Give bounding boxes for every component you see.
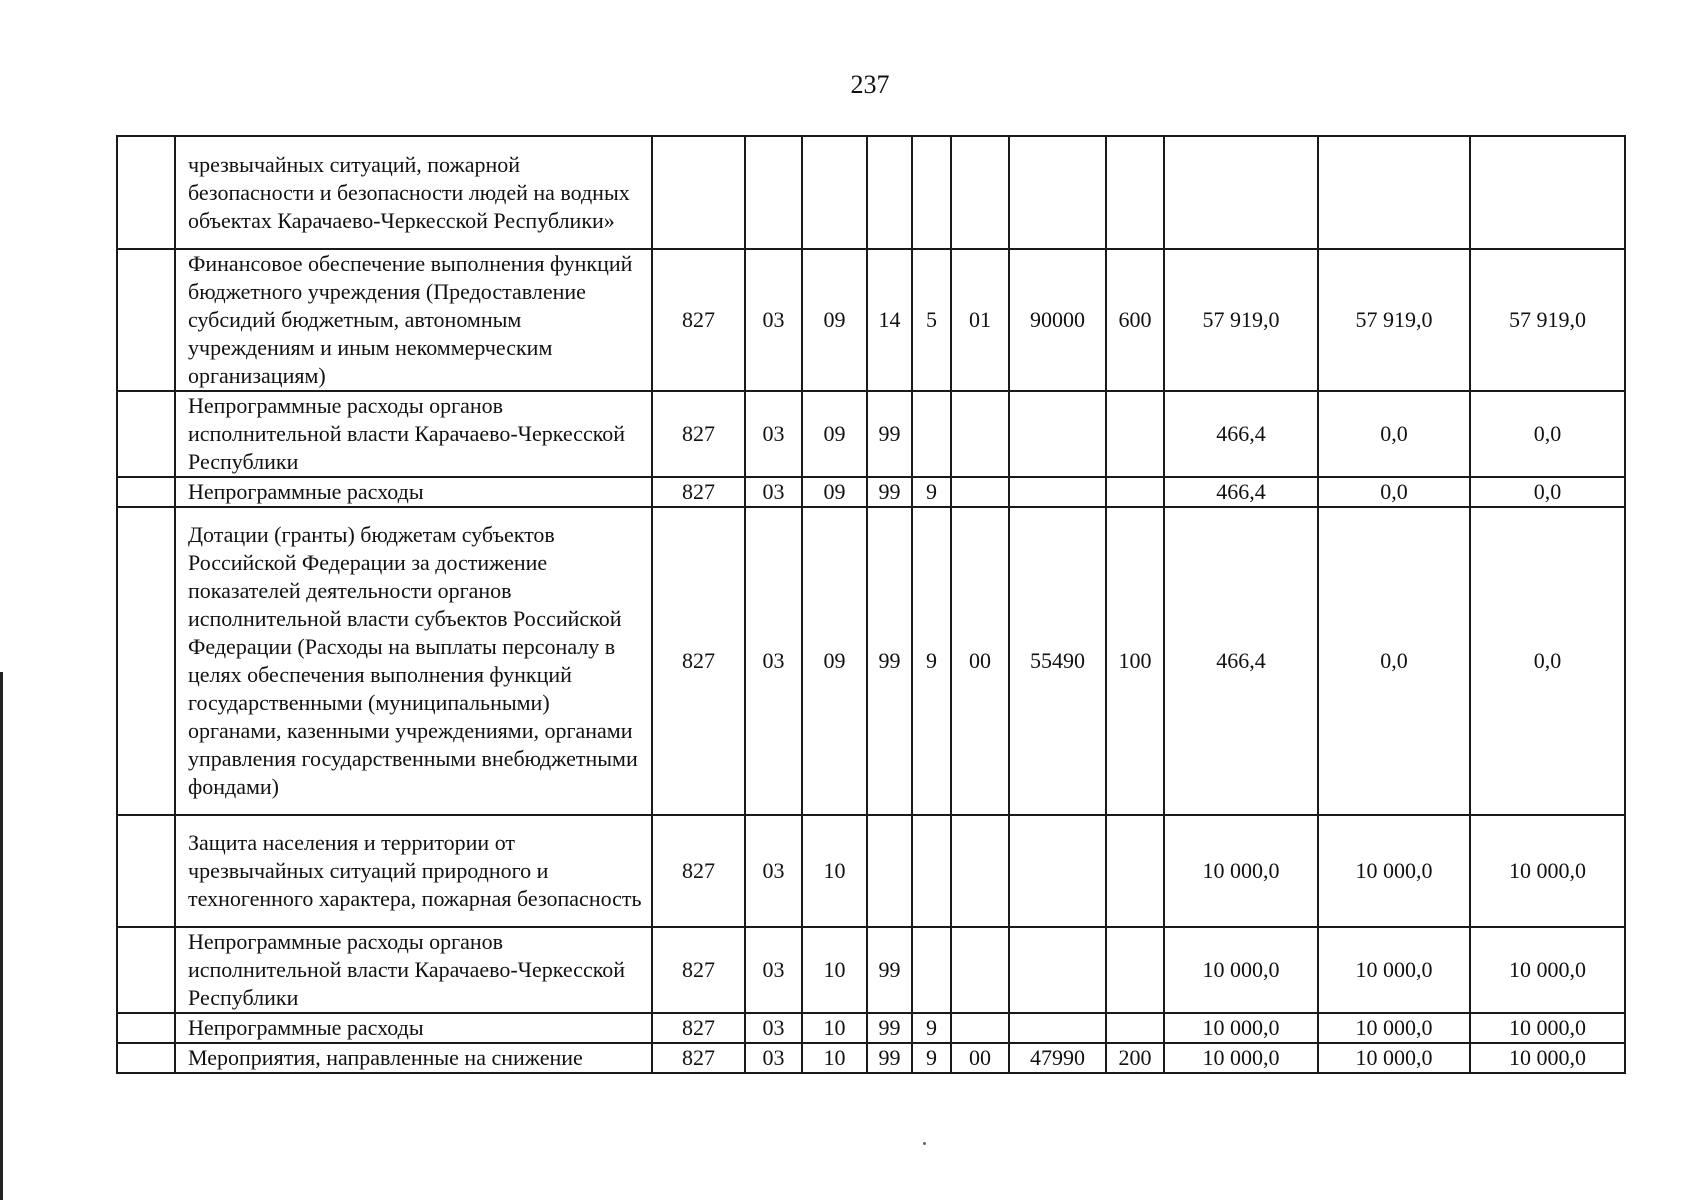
- expense-direction-cell: [1009, 477, 1106, 507]
- section-code-cell: 03: [745, 1043, 802, 1073]
- section-code-cell: 03: [745, 391, 802, 477]
- amount-cell-3: 0,0: [1470, 391, 1625, 477]
- subsection-code-cell: 10: [802, 1043, 867, 1073]
- subsection-code-cell: 10: [802, 927, 867, 1013]
- amount-cell-2: 0,0: [1318, 477, 1470, 507]
- row-name-cell: Мероприятия, направленные на снижение: [175, 1043, 652, 1073]
- table-row: [117, 477, 1625, 507]
- section-code-cell: 03: [745, 477, 802, 507]
- budget-table: [116, 135, 1626, 1074]
- subprogram-code-cell: [912, 136, 951, 249]
- ministry-code-cell: 827: [652, 815, 745, 927]
- subprogram-code-cell: [912, 815, 951, 927]
- table-row: [117, 1013, 1625, 1043]
- table-row: [117, 815, 1625, 927]
- amount-cell-3: 57 919,0: [1470, 249, 1625, 391]
- row-number-cell: [117, 391, 175, 477]
- subprogram-code-cell: 5: [912, 249, 951, 391]
- expense-direction-cell: [1009, 391, 1106, 477]
- amount-cell-3: 0,0: [1470, 507, 1625, 815]
- expense-direction-cell: 55490: [1009, 507, 1106, 815]
- main-event-code-cell: 00: [951, 507, 1009, 815]
- ministry-code-cell: 827: [652, 391, 745, 477]
- program-code-cell: 14: [867, 249, 912, 391]
- program-code-cell: [867, 815, 912, 927]
- amount-cell-2: 10 000,0: [1318, 815, 1470, 927]
- section-code-cell: 03: [745, 249, 802, 391]
- expense-direction-cell: [1009, 136, 1106, 249]
- amount-cell-3: 10 000,0: [1470, 1013, 1625, 1043]
- subsection-code-cell: 10: [802, 815, 867, 927]
- subsection-code-cell: 10: [802, 1013, 867, 1043]
- expense-direction-cell: 47990: [1009, 1043, 1106, 1073]
- row-number-cell: [117, 1043, 175, 1073]
- amount-cell-1: 57 919,0: [1164, 249, 1318, 391]
- amount-cell-2: 0,0: [1318, 391, 1470, 477]
- row-name-cell: Непрограммные расходы: [175, 1013, 652, 1043]
- section-code-cell: 03: [745, 927, 802, 1013]
- amount-cell-2: [1318, 136, 1470, 249]
- program-code-cell: 99: [867, 1013, 912, 1043]
- program-code-cell: 99: [867, 507, 912, 815]
- table-row: [117, 507, 1625, 815]
- row-number-cell: [117, 249, 175, 391]
- section-code-cell: 03: [745, 507, 802, 815]
- scan-edge-mark: [0, 672, 3, 1200]
- main-event-code-cell: [951, 1013, 1009, 1043]
- expense-type-cell: 100: [1106, 507, 1164, 815]
- program-code-cell: 99: [867, 477, 912, 507]
- expense-type-cell: [1106, 136, 1164, 249]
- subprogram-code-cell: [912, 927, 951, 1013]
- expense-type-cell: 600: [1106, 249, 1164, 391]
- row-number-cell: [117, 1013, 175, 1043]
- table-row: [117, 391, 1625, 477]
- ministry-code-cell: 827: [652, 249, 745, 391]
- row-name-cell: Финансовое обеспечение выполнения функций бюджетного учреждения (Предоставление субсидий бюджетным, автономным учреждениям и иным некоммерческим организациям): [175, 249, 652, 391]
- amount-cell-1: 10 000,0: [1164, 927, 1318, 1013]
- main-event-code-cell: [951, 927, 1009, 1013]
- ministry-code-cell: 827: [652, 1043, 745, 1073]
- row-name-cell: чрезвычайных ситуаций, пожарной безопасности и безопасности людей на водных объектах Карачаево-Черкесской Республики»: [175, 136, 652, 249]
- amount-cell-3: 0,0: [1470, 477, 1625, 507]
- amount-cell-2: 57 919,0: [1318, 249, 1470, 391]
- section-code-cell: 03: [745, 1013, 802, 1043]
- program-code-cell: 99: [867, 1043, 912, 1073]
- main-event-code-cell: 00: [951, 1043, 1009, 1073]
- main-event-code-cell: [951, 136, 1009, 249]
- amount-cell-2: 10 000,0: [1318, 1043, 1470, 1073]
- amount-cell-3: 10 000,0: [1470, 815, 1625, 927]
- expense-type-cell: [1106, 477, 1164, 507]
- row-number-cell: [117, 507, 175, 815]
- table-row: [117, 927, 1625, 1013]
- program-code-cell: 99: [867, 391, 912, 477]
- table-row: [117, 1043, 1625, 1073]
- expense-direction-cell: 90000: [1009, 249, 1106, 391]
- amount-cell-2: 10 000,0: [1318, 1013, 1470, 1043]
- amount-cell-1: 466,4: [1164, 507, 1318, 815]
- row-number-cell: [117, 136, 175, 249]
- program-code-cell: 99: [867, 927, 912, 1013]
- row-name-cell: Защита населения и территории от чрезвычайных ситуаций природного и техногенного характера, пожарная безопасность: [175, 815, 652, 927]
- subprogram-code-cell: [912, 391, 951, 477]
- amount-cell-1: 466,4: [1164, 391, 1318, 477]
- ministry-code-cell: 827: [652, 477, 745, 507]
- main-event-code-cell: [951, 477, 1009, 507]
- row-number-cell: [117, 815, 175, 927]
- table-body: [117, 136, 1625, 1073]
- subsection-code-cell: 09: [802, 391, 867, 477]
- expense-direction-cell: [1009, 927, 1106, 1013]
- expense-type-cell: [1106, 815, 1164, 927]
- amount-cell-3: [1470, 136, 1625, 249]
- ministry-code-cell: [652, 136, 745, 249]
- expense-direction-cell: [1009, 815, 1106, 927]
- section-code-cell: 03: [745, 815, 802, 927]
- amount-cell-1: 466,4: [1164, 477, 1318, 507]
- subsection-code-cell: [802, 136, 867, 249]
- amount-cell-3: 10 000,0: [1470, 927, 1625, 1013]
- section-code-cell: [745, 136, 802, 249]
- table-row: [117, 249, 1625, 391]
- row-name-cell: Дотации (гранты) бюджетам субъектов Российской Федерации за достижение показателей деятельности органов исполнительной власти субъектов Российской Федерации (Расходы на выплаты персоналу в целях обеспечения выполнения функций государственными (муниципальными) органами, казенными учреждениями, органами управления государственными внебюджетными фондами): [175, 507, 652, 815]
- subprogram-code-cell: 9: [912, 1043, 951, 1073]
- subprogram-code-cell: 9: [912, 507, 951, 815]
- row-name-cell: Непрограммные расходы органов исполнительной власти Карачаево-Черкесской Республики: [175, 927, 652, 1013]
- program-code-cell: [867, 136, 912, 249]
- amount-cell-1: 10 000,0: [1164, 1013, 1318, 1043]
- page-number: 237: [850, 70, 890, 99]
- subprogram-code-cell: 9: [912, 477, 951, 507]
- amount-cell-3: 10 000,0: [1470, 1043, 1625, 1073]
- row-name-cell: Непрограммные расходы: [175, 477, 652, 507]
- subprogram-code-cell: 9: [912, 1013, 951, 1043]
- subsection-code-cell: 09: [802, 477, 867, 507]
- amount-cell-2: 10 000,0: [1318, 927, 1470, 1013]
- amount-cell-1: [1164, 136, 1318, 249]
- subsection-code-cell: 09: [802, 249, 867, 391]
- expense-type-cell: 200: [1106, 1043, 1164, 1073]
- expense-type-cell: [1106, 391, 1164, 477]
- row-name-cell: Непрограммные расходы органов исполнительной власти Карачаево-Черкесской Республики: [175, 391, 652, 477]
- main-event-code-cell: [951, 391, 1009, 477]
- amount-cell-2: 0,0: [1318, 507, 1470, 815]
- ministry-code-cell: 827: [652, 507, 745, 815]
- amount-cell-1: 10 000,0: [1164, 1043, 1318, 1073]
- stray-mark: [923, 1142, 926, 1145]
- table-row: [117, 136, 1625, 249]
- subsection-code-cell: 09: [802, 507, 867, 815]
- main-event-code-cell: [951, 815, 1009, 927]
- amount-cell-1: 10 000,0: [1164, 815, 1318, 927]
- ministry-code-cell: 827: [652, 1013, 745, 1043]
- expense-type-cell: [1106, 1013, 1164, 1043]
- row-number-cell: [117, 927, 175, 1013]
- expense-direction-cell: [1009, 1013, 1106, 1043]
- row-number-cell: [117, 477, 175, 507]
- main-event-code-cell: 01: [951, 249, 1009, 391]
- ministry-code-cell: 827: [652, 927, 745, 1013]
- expense-type-cell: [1106, 927, 1164, 1013]
